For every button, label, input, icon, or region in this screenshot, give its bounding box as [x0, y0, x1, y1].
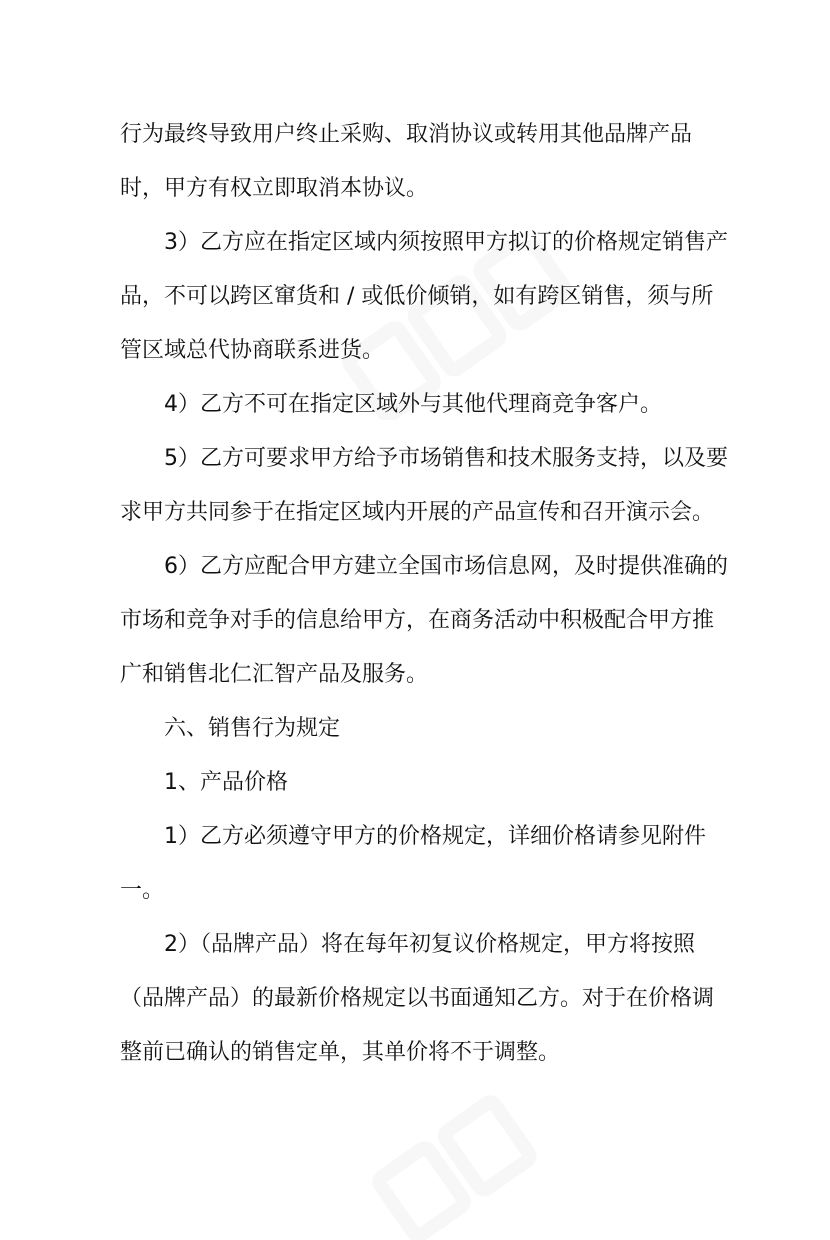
text-line: 市场和竞争对手的信息给甲方，在商务活动中积极配合甲方推: [120, 608, 715, 633]
text-line: 求甲方共同参于在指定区域内开展的产品宣传和召开演示会。: [120, 500, 715, 525]
text-line: （品牌产品）的最新价格规定以书面通知乙方。对于在价格调: [120, 986, 715, 1011]
text-line: 时，甲方有权立即取消本协议。: [120, 176, 429, 201]
text-line: 行为最终导致用户终止采购、取消协议或转用其他品牌产品: [120, 122, 693, 147]
text-line: 6）乙方应配合甲方建立全国市场信息网，及时提供准确的: [164, 554, 728, 579]
text-line: 整前已确认的销售定单，其单价将不于调整。: [120, 1040, 561, 1065]
text-line: 品，不可以跨区窜货和 / 或低价倾销，如有跨区销售，须与所: [120, 284, 714, 309]
text-line: 2）（品牌产品）将在每年初复议价格规定，甲方将按照: [164, 932, 695, 957]
text-line: 4）乙方不可在指定区域外与其他代理商竞争客户。: [164, 392, 662, 417]
text-line: 3）乙方应在指定区域内须按照甲方拟订的价格规定销售产: [164, 230, 728, 255]
text-line: 5）乙方可要求甲方给予市场销售和技术服务支持，以及要: [164, 446, 728, 471]
subsection-heading: 1、产品价格: [164, 770, 288, 795]
text-line: 1）乙方必须遵守甲方的价格规定，详细价格请参见附件: [164, 824, 706, 849]
section-heading: 六、销售行为规定: [164, 716, 341, 741]
text-line: 广和销售北仁汇智产品及服务。: [120, 662, 429, 687]
text-line: 一。: [120, 878, 165, 903]
text-line: 管区域总代协商联系进货。: [120, 338, 385, 363]
watermark-logo-icon: [360, 1060, 620, 1240]
document-body: [120, 108, 728, 1080]
